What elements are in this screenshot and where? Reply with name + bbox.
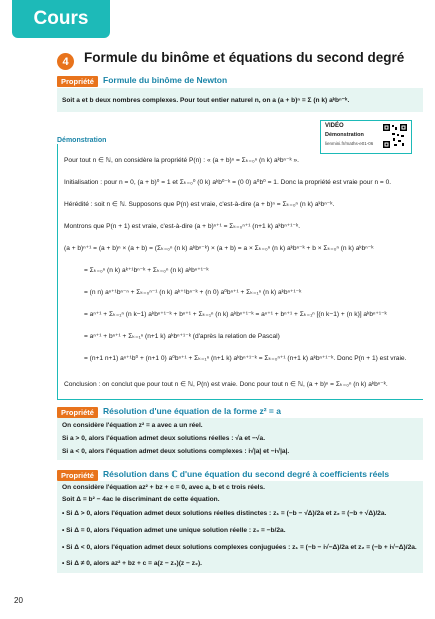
demo-conclusion: Conclusion : on conclut que pour tout n ∈ ℕ, P(n) est vraie. Donc pour tout n ∈ ℕ, (a + b)ⁿ = Σₖ₌₀ⁿ (n k) aᵏbⁿ⁻ᵏ.: [64, 381, 388, 388]
property-line: Soit Δ = b² − 4ac le discriminant de cette équation.: [62, 496, 220, 503]
property-line: • Si Δ ≠ 0, alors az² + bz + c = a(z − z₁)(z − z₂).: [62, 560, 202, 567]
section-number-badge: 4: [57, 53, 74, 70]
chapter-tab: Cours: [12, 0, 110, 38]
property-box: [57, 418, 423, 460]
property-badge: Propriété: [57, 76, 98, 87]
video-subtitle: Démonstration: [325, 132, 364, 138]
property-box: [57, 88, 423, 112]
property-line: On considère l'équation az² + bz + c = 0, avec a, b et c trois réels.: [62, 484, 265, 491]
demo-line: Initialisation : pour n = 0, (a + b)⁰ = 1 et Σₖ₌₀⁰ (0 k) aᵏb⁰⁻ᵏ = (0 0) a⁰b⁰ = 1. Donc la propriété est vraie pour n = 0.: [64, 179, 392, 186]
demo-line: = aⁿ⁺¹ + Σₖ₌₁ⁿ (n k−1) aᵏbⁿ⁺¹⁻ᵏ + bⁿ⁺¹ + Σₖ₌₁ⁿ (n k) aᵏbⁿ⁺¹⁻ᵏ = aⁿ⁺¹ + bⁿ⁺¹ + Σₖ₌₁ⁿ [(n k−1) + (n k)] aᵏbⁿ⁺¹⁻ᵏ: [84, 311, 387, 318]
video-label: VIDÉO: [325, 123, 344, 129]
property-badge: Propriété: [57, 470, 98, 481]
property-line: • Si Δ = 0, alors l'équation admet une unique solution réelle : z₀ = −b/2a.: [62, 527, 286, 534]
property-badge: Propriété: [57, 407, 98, 418]
demo-line: Hérédité : soit n ∈ ℕ. Supposons que P(n) est vraie, c'est-à-dire (a + b)ⁿ = Σₖ₌₀ⁿ (n k) aᵏbⁿ⁻ᵏ.: [64, 201, 335, 208]
binomial-statement: Soit a et b deux nombres complexes. Pour tout entier naturel n, on a (a + b)ⁿ = Σ (n k) aᵏbⁿ⁻ᵏ.: [62, 97, 350, 104]
demo-line: = (n n) aⁿ⁺¹bⁿ⁻ⁿ + Σₖ₌₀ⁿ⁻¹ (n k) aᵏ⁺¹bⁿ⁻ᵏ + (n 0) a⁰bⁿ⁺¹ + Σₖ₌₁ⁿ (n k) aᵏbⁿ⁺¹⁻ᵏ: [84, 289, 302, 296]
demo-line: = (n+1 n+1) aⁿ⁺¹b⁰ + (n+1 0) a⁰bⁿ⁺¹ + Σₖ₌₁ⁿ (n+1 k) aᵏbⁿ⁺¹⁻ᵏ = Σₖ₌₀ⁿ⁺¹ (n+1 k) aᵏbⁿ⁺¹⁻ᵏ. Donc P(n + 1) est vraie.: [84, 355, 407, 362]
property-line: Si a > 0, alors l'équation admet deux solutions réelles : √a et −√a.: [62, 435, 266, 442]
property-box: [57, 481, 423, 573]
property-line: • Si Δ < 0, alors l'équation admet deux solutions complexes conjuguées : z₁ = (−b − i√−Δ)/2a et z₂ = (−b + i√−Δ)/2a.: [62, 544, 417, 551]
property-line: On considère l'équation z² = a avec a un réel.: [62, 422, 203, 429]
property-title: Résolution dans ℂ d'une équation du second degré à coefficients réels: [103, 469, 390, 479]
demo-line: (a + b)ⁿ⁺¹ = (a + b)ⁿ × (a + b) = (Σₖ₌₀ⁿ (n k) aᵏbⁿ⁻ᵏ) × (a + b) = a × Σₖ₌₀ⁿ (n k) aᵏbⁿ⁻ᵏ + b × Σₖ₌₀ⁿ (n k) aᵏbⁿ⁻ᵏ: [64, 245, 374, 252]
property-title: Résolution d'une équation de la forme z² = a: [103, 406, 281, 416]
demo-line: = Σₖ₌₀ⁿ (n k) aᵏ⁺¹bⁿ⁻ᵏ + Σₖ₌₀ⁿ (n k) aᵏbⁿ⁺¹⁻ᵏ: [84, 267, 209, 274]
video-url[interactable]: lienmini.fr/maths-e01-06: [325, 141, 374, 146]
demo-line: Pour tout n ∈ ℕ, on considère la propriété P(n) : « (a + b)ⁿ = Σₖ₌₀ⁿ (n k) aᵏbⁿ⁻ᵏ ».: [64, 157, 300, 164]
property-line: • Si Δ > 0, alors l'équation admet deux solutions réelles distinctes : z₁ = (−b − √Δ)/2a et z₂ = (−b + √Δ)/2a.: [62, 510, 387, 517]
property-line: Si a < 0, alors l'équation admet deux solutions complexes : i√|a| et −i√|a|.: [62, 448, 290, 455]
demo-line: = aⁿ⁺¹ + bⁿ⁺¹ + Σₖ₌₁ⁿ (n+1 k) aᵏbⁿ⁺¹⁻ᵏ (d'après la relation de Pascal): [84, 333, 280, 340]
page-number: 20: [14, 596, 23, 605]
property-title: Formule du binôme de Newton: [103, 75, 228, 85]
section-title: Formule du binôme et équations du second degré: [84, 50, 405, 65]
demonstration-label: Démonstration: [57, 137, 107, 144]
demo-line: Montrons que P(n + 1) est vraie, c'est-à-dire (a + b)ⁿ⁺¹ = Σₖ₌₀ⁿ⁺¹ (n+1 k) aᵏbⁿ⁺¹⁻ᵏ.: [64, 223, 301, 230]
